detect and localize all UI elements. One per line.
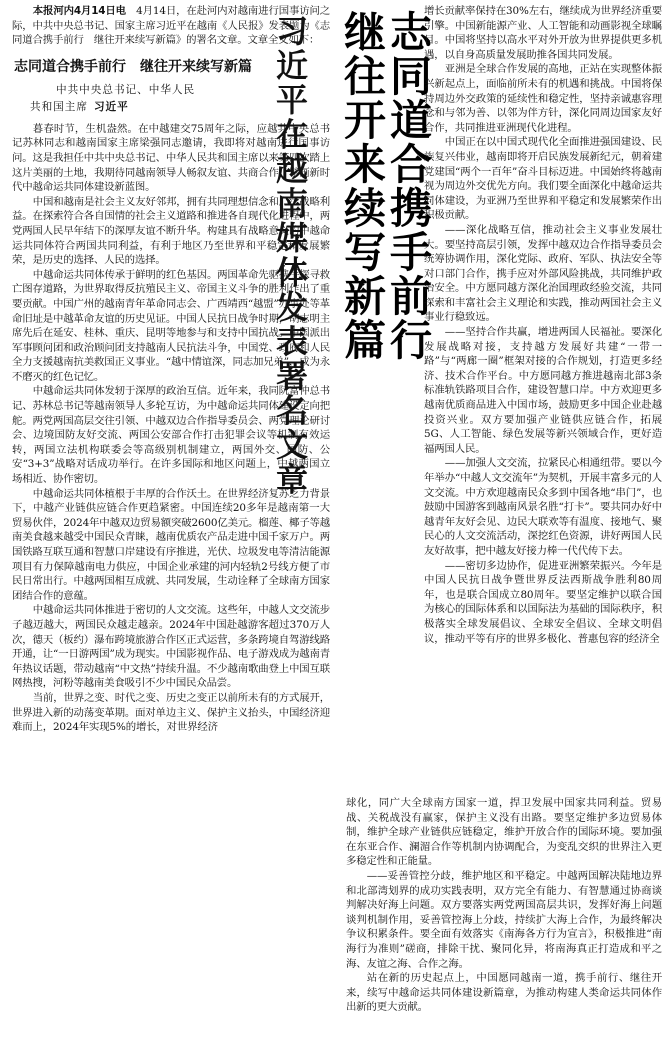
paragraph: 中越命运共同体传承于鲜明的红色基因。两国革命先驱携手探寻救亡图存道路，为世界取得反抗殖民主义、帝国主义斗争的胜利作出了重要贡献。中国广州的越南青年革命同志会、广西靖西“越盟”办事处等革命旧址是中越革命友谊的历史见证。中国人民抗日战争时期，胡志明主席先后在延安、桂林、重庆、昆明等地参与和支持中国抗战。中国派出军事顾问团和政治顾问团支持越南人民抗法斗争，中国党、政府和人民全力支援越南抗美救国正义事业。“越中情谊深，同志加兄弟”，成为永不磨灭的红色记忆。: [12, 268, 330, 383]
paragraph: 球化，同广大全球南方国家一道，捍卫发展中国家共同利益。贸易战、关税战没有赢家，保护主义没有出路。要坚定维护多边贸易体制，维护全球产业链供应链稳定，维护开放合作的国际环境。要加强在东亚合作、澜湄合作等机制内协调配合，为变乱交织的世界注入更多稳定性和正能量。: [346, 797, 662, 868]
paragraph: 中越命运共同体发轫于深厚的政治互信。近年来，我同阮富仲总书记、苏林总书记等越南领导人多轮互访，为中越命运共同体建设定向把舵。两党两国高层交往引领、中越双边合作指导委员会、两党理论研讨会、边境国防友好交流、两国公安部合作打击犯罪会议等机制有效运转，两国立法机构联委会等高级别机制建立，两国外交、国防、公安“3+3”战略对话成功举行。在许多国际和地区问题上，中越两国立场相近、协作密切。: [12, 385, 330, 486]
paragraph: ——加强人文交流，拉紧民心相通纽带。要以今年举办“中越人文交流年”为契机，开展丰富多元的人文交流。中方欢迎越南民众多到中国各地“串门”，也鼓励中国游客到越南风景名胜“打卡”。要共同办好中越青年友好会见、边民大联欢等有温度、接地气、聚民心的人文交流活动，深挖红色资源，讲好两国人民友好故事，把中越友好接力棒一代代传下去。: [424, 457, 662, 557]
paragraph: ——妥善管控分歧，维护地区和平稳定。中越两国解决陆地边界和北部湾划界的成功实践表明，双方完全有能力、有智慧通过协商谈判解决好海上问题。双方要落实两党两国高层共识，发挥好海上问题谈判机制作用，妥善管控海上分歧，持续扩大海上合作，为最终解决争议积累条件。要全面有效落实《南海各方行为宣言》，积极推进“南海行为准则”磋商，排除干扰、聚同化异，将南海真正打造成和平之海、友谊之海、合作之海。: [346, 869, 662, 970]
signature-line-1: 中共中央总书记、中华人民: [56, 83, 196, 96]
paragraph: 中国和越南是社会主义友好邻邦，拥有共同理想信念和广泛战略利益。在探索符合各自国情的社会主义道路和推进各自现代化进程中，两党两国人民早年结下的深厚友谊不断升华。构建具有战略意义的中越命运共同体符合两国共同利益，有利于地区乃至世界和平稳定和发展繁荣，是历史的选择、人民的选择。: [12, 195, 330, 267]
paragraph: ——深化战略互信，推动社会主义事业发展壮大。要坚持高层引领，发挥中越双边合作指导委员会统筹协调作用，深化党际、政府、军队、执法安全等对口部门合作，携手应对外部风险挑战，共同维护政治安全。中方愿同越方深化治国理政经验交流，共同探索和丰富社会主义理论和实践，推动两国社会主义事业行稳致远。: [424, 223, 662, 324]
paragraph: 暮春时节，生机盎然。在中越建交75周年之际，应越共中央总书记苏林同志和越南国家主席梁强同志邀请，我即将对越南进行国事访问。这是我担任中共中央总书记、中华人民共和国主席以来第四次踏上这片美丽的土地，我期待同越南领导人畅叙友谊、共商合作，擘画新时代中越命运共同体建设新蓝图。: [12, 122, 330, 194]
article-column-right: [424, 4, 662, 646]
signature-name: 习近平: [93, 100, 129, 113]
paragraph: 中国正在以中国式现代化全面推进强国建设、民族复兴伟业，越南即将开启民族发展新纪元，朝着建党建国“两个一百年”奋斗目标迈进。中国始终将越南视为周边外交优先方向。我们要全面深化中越命运共同体建设，为亚洲乃至世界和平稳定和发展繁荣作出积极贡献。: [424, 136, 662, 222]
main-headline: [339, 10, 431, 420]
lead-text: 4月14日，在赴河内对越南进行国事访问之际，中共中央总书记、国家主席习近平在越南《人民报》发表题为《志同道合携手前行 继往开来续写新篇》的署名文章。文章全文如下：: [12, 5, 330, 47]
paragraph: ——坚持合作共赢，增进两国人民福祉。要深化发展战略对接，支持越方发展好共建“一带一路”与“两廊一圈”框架对接的合作规划，打造更多经济、技术合作平台。中方愿同越方推进越南北部3条标准轨铁路项目合作，建设智慧口岸。中方欢迎更多越南优质商品进入中国市场，鼓励更多中国企业赴越投资兴业。双方要加强产业链供应链合作，拓展5G、人工智能、绿色发展等新兴领域合作，更好造福两国人民。: [424, 326, 662, 455]
paragraph: 中越命运共同体推进于密切的人文交流。这些年，中越人文交流步子越迈越大，两国民众越走越亲。2024年中国赴越游客超过370万人次，德天（板约）瀑布跨境旅游合作区正式运营，多条跨境自驾游线路开通，让“一日游两国”成为现实。中国影视作品、电子游戏成为越南青年热议话题，带动越南“中文热”持续升温。不少越南歌曲登上中国互联网热搜，河粉等越南美食吸引不少中国民众品尝。: [12, 604, 330, 690]
signature-title: 共和国主席: [30, 100, 88, 113]
article-column-bottom: [346, 796, 662, 1015]
paragraph: ——密切多边协作，促进亚洲繁荣振兴。今年是中国人民抗日战争暨世界反法西斯战争胜利80周年，也是联合国成立80周年。要坚定维护以联合国为核心的国际体系和以国际法为基础的国际秩序，积极落实全球发展倡议、全球安全倡议、全球文明倡议，推动平等有序的世界多极化、普惠包容的经济全: [424, 559, 662, 645]
paragraph: 当前，世界之变、时代之变、历史之变正以前所未有的方式展开，世界进入新的动荡变革期。面对单边主义、保护主义抬头，中国经济迎难而上，2024年实现5%的增长，对世界经济: [12, 691, 330, 734]
dateline: 本报河内4月14日电: [32, 5, 126, 17]
sub-headline: 习近平在越南媒体发表署名文章: [271, 14, 309, 497]
paragraph: 增长贡献率保持在30%左右，继续成为世界经济重要引擎。中国新能源产业、人工智能和动画影视全球瞩目。中国将坚持以高水平对外开放为世界提供更多机遇，以自身高质量发展助推各国共同发展。: [424, 5, 662, 61]
paragraph: 站在新的历史起点上，中国愿同越南一道，携手前行、继往开来，续写中越命运共同体建设新篇章，为推动构建人类命运共同体作出新的更大贡献。: [346, 972, 662, 1014]
paragraph: 中越命运共同体植根于丰厚的合作沃土。在世界经济复苏乏力背景下，中越产业链供应链合作更趋紧密。中国连续20多年是越南第一大贸易伙伴，2024年中越双边贸易额突破2600亿美元。榴莲、椰子等越南美食越来越受中国民众青睐，越南优质农产品走进中国千家万户。两国铁路互联互通和智慧口岸建设有序推进，光伏、垃圾发电等清洁能源项目有力保障越南电力供应，中国企业承建的河内轻轨2号线方便了市民日常出行。中越两国相互成就、共同发展，生动诠释了全球南方国家团结合作的意蕴。: [12, 487, 330, 602]
main-headline-part-2: 继往开来续写新篇: [338, 10, 387, 362]
paragraph: 亚洲是全球合作发展的高地，正站在实现整体振兴新起点上，面临前所未有的机遇和挑战。中国将保持周边外交政策的延续性和稳定性，坚持亲诚惠容理念和与邻为善、以邻为伴方针，深化同周边国家友好合作，共同推进亚洲现代化进程。: [424, 63, 662, 134]
article-title: 志同道合携手前行 继往开来续写新篇: [14, 58, 252, 75]
main-headline-part-1: 志同道合携手前行: [384, 10, 433, 362]
